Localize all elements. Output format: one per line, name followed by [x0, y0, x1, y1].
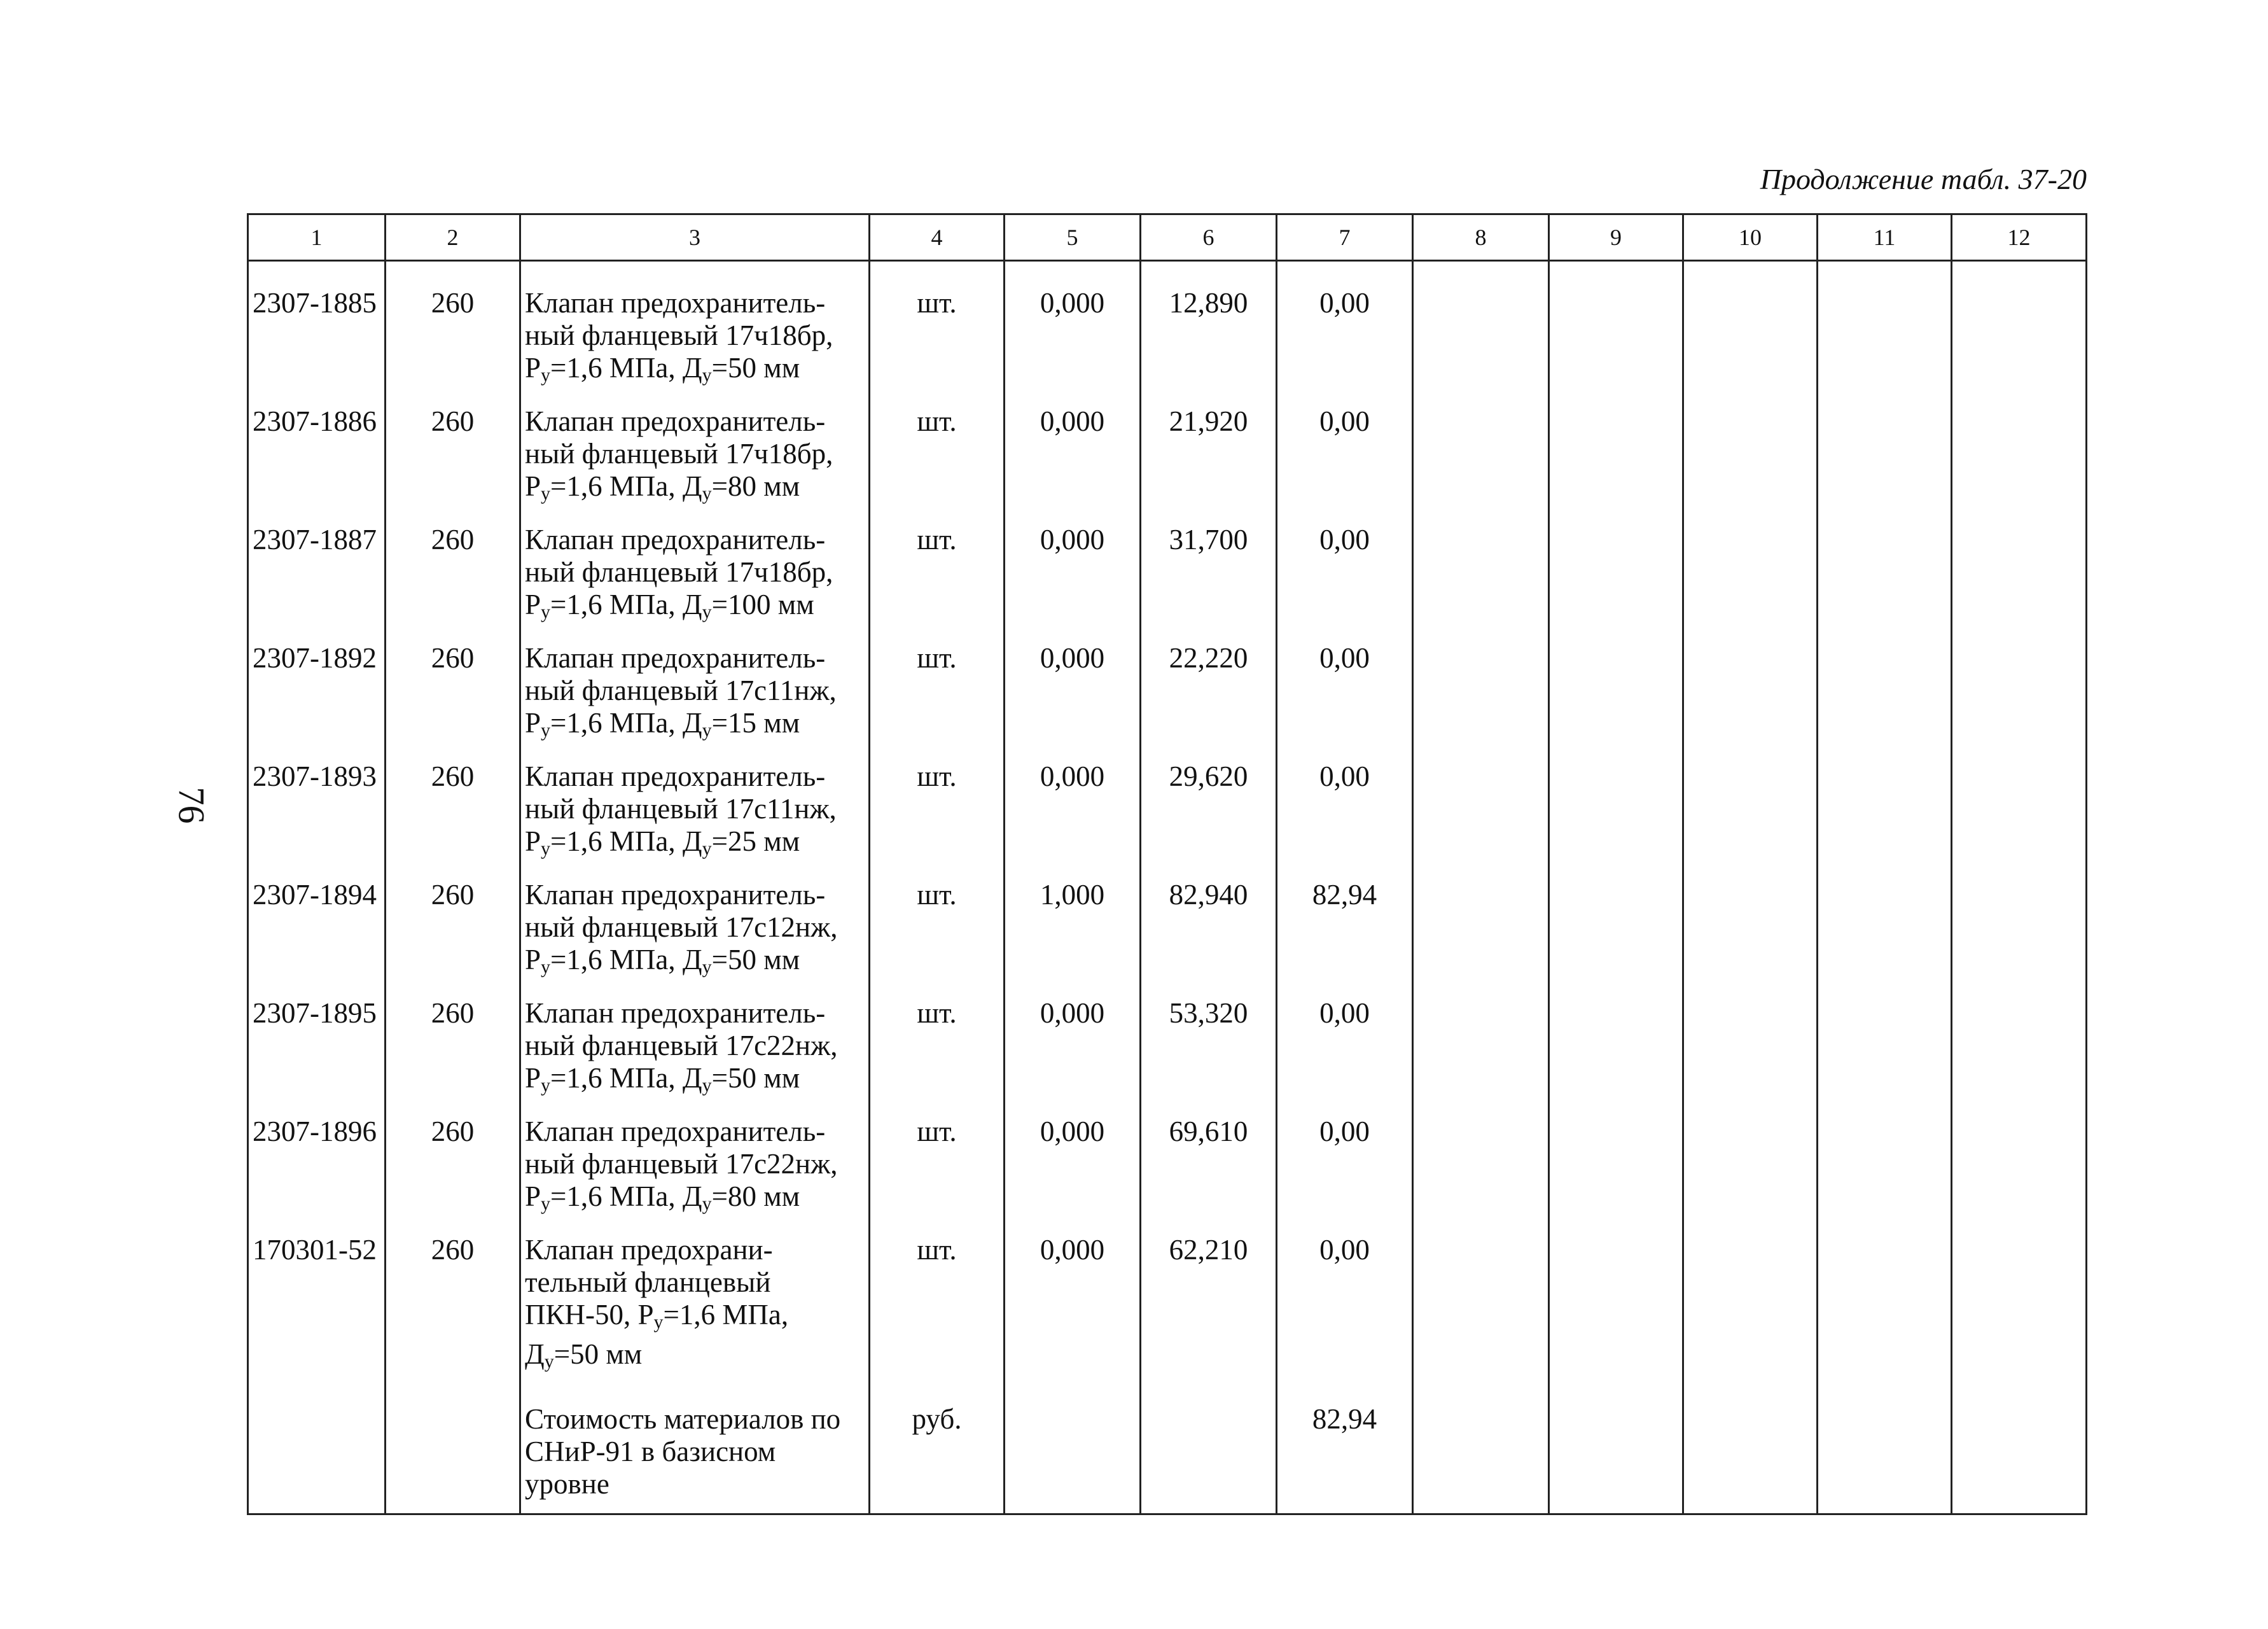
empty-cell-col-10: [1683, 753, 1818, 871]
empty-cell-col-8: [1413, 261, 1549, 398]
total-row-label: Стоимость материалов по СНиР-91 в базисном уровне: [520, 1384, 870, 1514]
empty-cell-col-12: [1952, 261, 2087, 398]
table-row: [248, 516, 2087, 634]
empty-cell-col-11: [1818, 261, 1952, 398]
col2-value: 260: [386, 753, 520, 871]
unit-price: 29,620: [1141, 753, 1277, 871]
total-cost: 0,00: [1277, 261, 1413, 398]
header-col-2: 2: [386, 214, 520, 261]
page-number: 76: [170, 787, 212, 824]
material-name-part: Клапан предохранитель-ный фланцевый 17с22нж, Р: [525, 1115, 838, 1212]
material-name: [520, 1108, 870, 1226]
subscript-y: у: [544, 1351, 554, 1372]
empty-cell-col-11: [1818, 398, 1952, 516]
total-cost: 0,00: [1277, 516, 1413, 634]
empty-cell-col-11: [1818, 871, 1952, 989]
material-name-part: =80 мм: [711, 1180, 800, 1212]
unit-price: 31,700: [1141, 516, 1277, 634]
material-name-part: =1,6 МПа, Д: [550, 1062, 702, 1094]
material-code: 2307-1887: [248, 516, 386, 634]
total-row-unit: руб.: [870, 1384, 1005, 1514]
table-row: [248, 634, 2087, 753]
material-name: [520, 1226, 870, 1384]
material-code: 2307-1895: [248, 989, 386, 1108]
unit: шт.: [870, 989, 1005, 1108]
empty-cell-col-11: [1818, 1108, 1952, 1226]
header-col-8: 8: [1413, 214, 1549, 261]
col2-value: 260: [386, 871, 520, 989]
quantity: 0,000: [1005, 989, 1141, 1108]
subscript-y: у: [541, 1193, 551, 1214]
unit: шт.: [870, 871, 1005, 989]
subscript-y: у: [541, 838, 551, 859]
material-name-part: =15 мм: [711, 707, 800, 739]
col2-value: 260: [386, 989, 520, 1108]
unit-price: 21,920: [1141, 398, 1277, 516]
empty-cell-col-10: [1683, 261, 1818, 398]
material-name-part: =80 мм: [711, 470, 800, 502]
material-code: 2307-1896: [248, 1108, 386, 1226]
empty-cell-col-10: [1683, 1384, 1818, 1514]
empty-cell-col-10: [1683, 516, 1818, 634]
material-name-part: =1,6 МПа, Д: [550, 707, 702, 739]
empty-cell-col-10: [1683, 398, 1818, 516]
col2-value: 260: [386, 261, 520, 398]
subscript-y: у: [702, 1075, 712, 1096]
subscript-y: у: [541, 483, 551, 504]
empty-cell-col-12: [1952, 989, 2087, 1108]
empty-cell-col-8: [1413, 634, 1549, 753]
empty-cell-col-9: [1549, 989, 1683, 1108]
unit: шт.: [870, 261, 1005, 398]
material-name-part: =1,6 МПа, Д: [550, 352, 702, 384]
subscript-y: у: [653, 1311, 664, 1332]
subscript-y: у: [702, 483, 712, 504]
total-cost: 0,00: [1277, 753, 1413, 871]
table-body: [248, 261, 2087, 1514]
empty-cell-col-11: [1818, 989, 1952, 1108]
quantity: 0,000: [1005, 398, 1141, 516]
material-name: [520, 398, 870, 516]
subscript-y: у: [541, 720, 551, 741]
table-row: [248, 261, 2087, 398]
header-col-3: 3: [520, 214, 870, 261]
col2-value: 260: [386, 516, 520, 634]
material-code: 2307-1885: [248, 261, 386, 398]
material-code: 2307-1886: [248, 398, 386, 516]
material-code: 2307-1894: [248, 871, 386, 989]
total-cost: 0,00: [1277, 989, 1413, 1108]
table-row: [248, 398, 2087, 516]
empty-cell-col-10: [1683, 1108, 1818, 1226]
quantity: 0,000: [1005, 1226, 1141, 1384]
empty-cell-col-9: [1549, 398, 1683, 516]
total-cost: 82,94: [1277, 871, 1413, 989]
material-name-part: =1,6 МПа, Д: [525, 1299, 789, 1370]
header-col-11: 11: [1818, 214, 1952, 261]
unit-price: 69,610: [1141, 1108, 1277, 1226]
empty-cell-col-8: [1413, 871, 1549, 989]
empty-cell-col-12: [1952, 753, 2087, 871]
subscript-y: у: [541, 956, 551, 977]
empty-cell-col-11: [1818, 1384, 1952, 1514]
material-name-part: Клапан предохрани-тельный фланцевый ПКН-50, Р: [525, 1234, 773, 1331]
empty-cell-col-12: [1952, 1384, 2087, 1514]
header-col-4: 4: [870, 214, 1005, 261]
material-name-part: Клапан предохранитель-ный фланцевый 17ч18бр, Р: [525, 524, 833, 620]
empty-cell-col-6: [1141, 1384, 1277, 1514]
table-row: [248, 753, 2087, 871]
header-col-12: 12: [1952, 214, 2087, 261]
material-name: [520, 989, 870, 1108]
material-name-part: =50 мм: [553, 1338, 643, 1370]
unit: шт.: [870, 1108, 1005, 1226]
empty-cell-col-12: [1952, 871, 2087, 989]
material-code: 2307-1892: [248, 634, 386, 753]
total-cost: 0,00: [1277, 398, 1413, 516]
total-row-cost: 82,94: [1277, 1384, 1413, 1514]
empty-cell-col-11: [1818, 634, 1952, 753]
header-col-10: 10: [1683, 214, 1818, 261]
quantity: 0,000: [1005, 261, 1141, 398]
total-row: [248, 1384, 2087, 1514]
unit-price: 22,220: [1141, 634, 1277, 753]
material-name-part: =1,6 МПа, Д: [550, 1180, 702, 1212]
material-name-part: Клапан предохранитель-ный фланцевый 17с11нж, Р: [525, 760, 837, 857]
header-col-1: 1: [248, 214, 386, 261]
header-col-7: 7: [1277, 214, 1413, 261]
empty-cell-col-5: [1005, 1384, 1141, 1514]
unit: шт.: [870, 516, 1005, 634]
empty-cell-col-10: [1683, 1226, 1818, 1384]
unit-price: 82,940: [1141, 871, 1277, 989]
material-name-part: Клапан предохранитель-ный фланцевый 17ч18бр, Р: [525, 405, 833, 502]
col2-value: 260: [386, 398, 520, 516]
unit: шт.: [870, 1226, 1005, 1384]
empty-cell-col-12: [1952, 634, 2087, 753]
material-name: [520, 261, 870, 398]
subscript-y: у: [541, 1075, 551, 1096]
subscript-y: у: [702, 1193, 712, 1214]
col2-value: 260: [386, 1226, 520, 1384]
quantity: 0,000: [1005, 634, 1141, 753]
material-name-part: =50 мм: [711, 944, 800, 975]
total-cost: 0,00: [1277, 1108, 1413, 1226]
table-row: [248, 871, 2087, 989]
material-name-part: =1,6 МПа, Д: [550, 944, 702, 975]
subscript-y: у: [702, 720, 712, 741]
material-name: [520, 634, 870, 753]
material-name: [520, 516, 870, 634]
material-name-part: =1,6 МПа, Д: [550, 470, 702, 502]
header-col-9: 9: [1549, 214, 1683, 261]
unit: шт.: [870, 753, 1005, 871]
empty-cell-col-8: [1413, 398, 1549, 516]
empty-cell-col-10: [1683, 989, 1818, 1108]
empty-cell-col-8: [1413, 1384, 1549, 1514]
empty-cell-col-9: [1549, 261, 1683, 398]
empty-cell-col-11: [1818, 516, 1952, 634]
header-col-5: 5: [1005, 214, 1141, 261]
unit-price: 62,210: [1141, 1226, 1277, 1384]
empty-cell-col-9: [1549, 634, 1683, 753]
col2-value: 260: [386, 1108, 520, 1226]
table-row: [248, 1108, 2087, 1226]
empty-cell-col-9: [1549, 871, 1683, 989]
empty-cell-col-8: [1413, 1226, 1549, 1384]
empty-cell-col-9: [1549, 753, 1683, 871]
subscript-y: у: [702, 365, 712, 386]
material-name-part: Клапан предохранитель-ный фланцевый 17с12нж, Р: [525, 879, 838, 975]
empty-cell-col-12: [1952, 398, 2087, 516]
table-row: [248, 989, 2087, 1108]
col2-value: 260: [386, 634, 520, 753]
quantity: 0,000: [1005, 1108, 1141, 1226]
empty-cell-col-1: [248, 1384, 386, 1514]
material-code: 170301-52: [248, 1226, 386, 1384]
unit-price: 12,890: [1141, 261, 1277, 398]
subscript-y: у: [541, 365, 551, 386]
subscript-y: у: [702, 956, 712, 977]
empty-cell-col-12: [1952, 1226, 2087, 1384]
unit: шт.: [870, 634, 1005, 753]
quantity: 0,000: [1005, 516, 1141, 634]
material-name-part: Клапан предохранитель-ный фланцевый 17ч18бр, Р: [525, 287, 833, 384]
material-name-part: =50 мм: [711, 352, 800, 384]
empty-cell-col-10: [1683, 634, 1818, 753]
material-name-part: =100 мм: [711, 589, 814, 620]
subscript-y: у: [702, 838, 712, 859]
material-name-part: =50 мм: [711, 1062, 800, 1094]
header-col-6: 6: [1141, 214, 1277, 261]
empty-cell-col-8: [1413, 1108, 1549, 1226]
empty-cell-col-8: [1413, 516, 1549, 634]
empty-cell-col-8: [1413, 989, 1549, 1108]
empty-cell-col-10: [1683, 871, 1818, 989]
quantity: 0,000: [1005, 753, 1141, 871]
material-name-part: =1,6 МПа, Д: [550, 589, 702, 620]
empty-cell-col-12: [1952, 1108, 2087, 1226]
material-name: [520, 871, 870, 989]
subscript-y: у: [541, 601, 551, 622]
quantity: 1,000: [1005, 871, 1141, 989]
material-name: [520, 753, 870, 871]
material-name-part: =1,6 МПа, Д: [550, 825, 702, 857]
empty-cell-col-9: [1549, 1384, 1683, 1514]
empty-cell-col-12: [1952, 516, 2087, 634]
table-caption: Продолжение табл. 37-20: [1760, 163, 2087, 195]
material-name-part: Клапан предохранитель-ный фланцевый 17с22нж, Р: [525, 997, 838, 1094]
empty-cell-col-11: [1818, 753, 1952, 871]
material-code: 2307-1893: [248, 753, 386, 871]
total-cost: 0,00: [1277, 1226, 1413, 1384]
empty-cell-col-9: [1549, 1108, 1683, 1226]
empty-cell-col-9: [1549, 1226, 1683, 1384]
material-name-part: Клапан предохранитель-ный фланцевый 17с11нж, Р: [525, 642, 837, 739]
table-row: [248, 1226, 2087, 1384]
total-cost: 0,00: [1277, 634, 1413, 753]
unit-price: 53,320: [1141, 989, 1277, 1108]
table-header-row: [248, 214, 2087, 261]
empty-cell-col-9: [1549, 516, 1683, 634]
subscript-y: у: [702, 601, 712, 622]
resource-table: [247, 213, 2087, 1515]
material-name-part: =25 мм: [711, 825, 800, 857]
empty-cell-col-2: [386, 1384, 520, 1514]
empty-cell-col-8: [1413, 753, 1549, 871]
empty-cell-col-11: [1818, 1226, 1952, 1384]
unit: шт.: [870, 398, 1005, 516]
